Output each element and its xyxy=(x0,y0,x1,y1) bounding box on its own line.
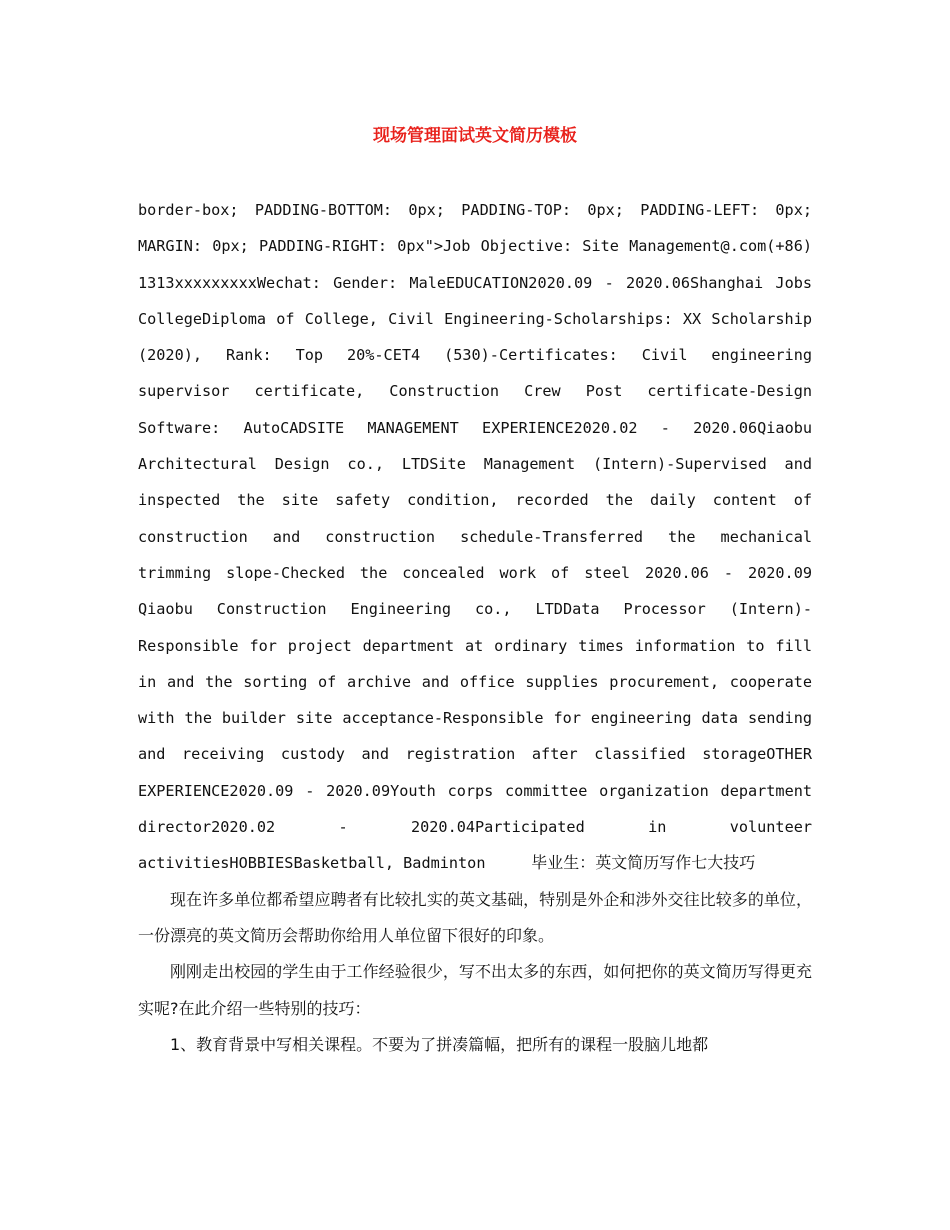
document-title: 现场管理面试英文简历模板 xyxy=(373,126,577,146)
resume-text: border-box; PADDING-BOTTOM: 0px; PADDING-TOP: 0px; PADDING-LEFT: 0px; MARGIN: 0px; PADDING-RIGHT: 0px">Job Objective: Site Management@.com(+86) 1313xxxxxxxxxWechat: Gender: MaleEDUCATION2020.09 - 2020.06Shanghai Jobs CollegeDiploma of College, Civil Engineering-Scholarships: XX Scholarship (2020), Rank: Top 20%-CET4 (530)-Certificates: Civil engineering supervisor certificate, Construction Crew Post certificate-Design Software: AutoCADSITE MANAGEMENT EXPERIENCE2020.02 - 2020.06Qiaobu Architectural Design co., LTDSite Management (Intern)-Supervised and inspected the site safety condition, recorded the daily content of construction and construction schedule-Transferred the mechanical trimming slope-Checked the concealed work of steel 2020.06 - 2020.09 Qiaobu Construction Engineering co., LTDData Processor (Intern)-Responsible for project department at ordinary times information to fill in and the sorting of archive and office supplies procurement, cooperate with the builder site acceptance-Responsible for engineering data sending and receiving custody and registration after classified storageOTHER EXPERIENCE2020.09 - 2020.09Youth corps committee organization department director2020.02 - 2020.04Participated in volunteer activitiesHOBBIESBasketball, Badminton xyxy=(138,201,812,873)
body-paragraph-1: 现在许多单位都希望应聘者有比较扎实的英文基础，特别是外企和涉外交往比较多的单位，一份漂亮的英文简历会帮助你给用人单位留下很好的印象。 xyxy=(138,889,812,945)
document-body xyxy=(138,192,812,1063)
resume-paragraph xyxy=(138,192,812,882)
body-paragraph-2: 刚刚走出校园的学生由于工作经验很少，写不出太多的东西，如何把你的英文简历写得更充实呢?在此介绍一些特别的技巧： xyxy=(138,962,812,1018)
article-heading: 毕业生：英文简历写作七大技巧 xyxy=(531,853,756,873)
body-paragraph-3: 1、教育背景中写相关课程。不要为了拼凑篇幅，把所有的课程一股脑儿地都 xyxy=(170,1034,709,1054)
